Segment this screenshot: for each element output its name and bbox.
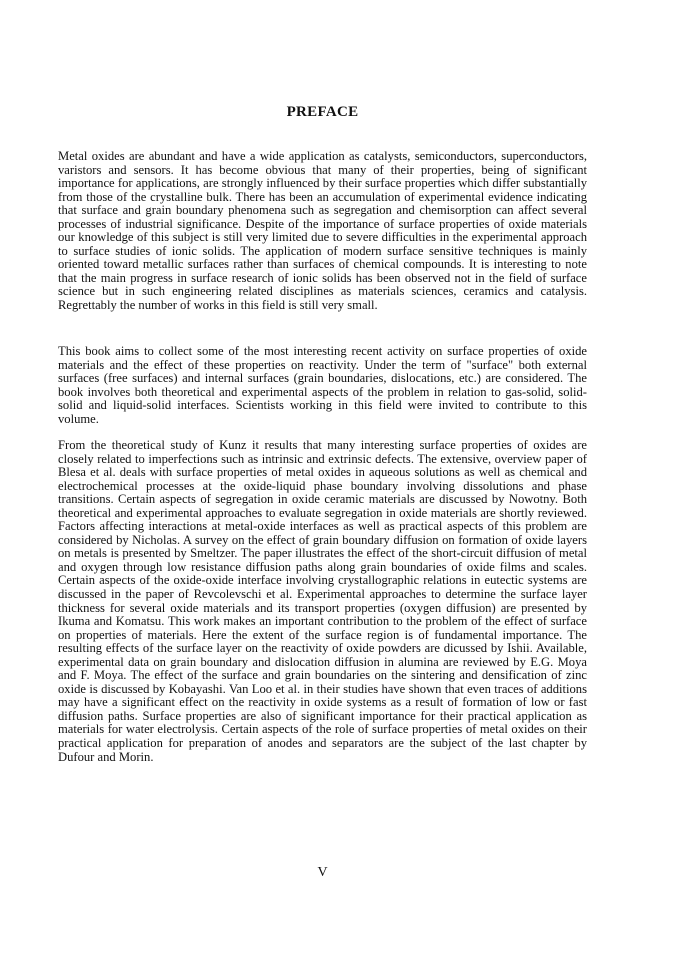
paragraph-3: From the theoretical study of Kunz it results that many interesting surface properties of oxides are closely related to imperfections such as intrinsic and extrinsic defects. The extensive, overview paper of Blesa et al. deals with surface properties of metal oxides in aqueous solutions as well as chemical and electrochemical processes at the oxide-liquid phase boundary involving dissolutions and phase transitions. Certain aspects of segregation in oxide ceramic materials are discussed by Nowotny. Both theoretical and experimental approaches to evaluate segregation in oxide materials are shortly reviewed. Factors affecting interactions at metal-oxide interfaces as well as practical aspects of this problem are considered by Nicholas. A survey on the effect of grain boundary diffusion on formation of oxide layers on metals is presented by Smeltzer. The paper illustrates the effect of the short-circuit diffusion of metal and oxygen through low resistance diffusion paths along grain boundaries of oxide films and scales. Certain aspects of the oxide-oxide interface involving crystallographic relations in eutectic systems are discussed in the paper of Revcolevschi et al. Experimental approaches to determine the surface layer thickness for several oxide materials and its transport properties (oxygen diffusion) are presented by Ikuma and Komatsu. This work makes an important contribution to the problem of the effect of surface on properties of materials. Here the extent of the surface region is of fundamental importance. The resulting effects of the surface layer on the reactivity of oxide powders are dicussed by Ishii. Available, experimental data on grain boundary and dislocation diffusion in alumina are reviewed by E.G. Moya and F. Moya. The effect of the surface and grain boundaries on the sintering and densification of zinc oxide is discussed by Kobayashi. Van Loo et al. in their studies have shown that even traces of additions may have a significant effect on the reactivity in oxide systems as a result of formation of low or fast diffusion paths. Surface properties are also of significant importance for their practical application as materials for water electrolysis. Certain aspects of the role of surface properties of metal oxides on their practical application for preparation of anodes and separators are the subject of the last chapter by Dufour and Morin. — [58, 438, 587, 764]
page-number: V — [317, 865, 328, 880]
paragraph-1: Metal oxides are abundant and have a wide application as catalysts, semiconductors, superconductors, varistors and sensors. It has become obvious that many of their properties, being of significant importance for applications, are strongly influenced by their surface properties which differ substantially from those of the crystalline bulk. There has been an accumulation of experimental evidence indicating that surface and grain boundary phenomena such as segregation and chemisorption can affect several processes of industrial significance. Despite of the importance of surface properties of oxide materials our knowledge of this subject is still very limited due to severe difficulties in the experimental approach to surface studies of ionic solids. The application of modern surface sensitive techniques is mainly oriented toward metallic surfaces rather than surfaces of chemical compounds. It is interesting to note that the main progress in surface research of ionic solids has been observed not in the field of surface science but in such engineering related disciplines as materials sciences, ceramics and catalysis. Regrettably the number of works in this field is still very small. — [58, 149, 587, 313]
paragraph-2: This book aims to collect some of the most interesting recent activity on surface properties of oxide materials and the effect of these properties on reactivity. Under the term of "surface" both external surfaces (free surfaces) and internal surfaces (grain boundaries, dislocations, etc.) are considered. The book involves both theoretical and experimental aspects of the problem in relation to gas-solid, solid-solid and liquid-solid interfaces. Scientists working in this field were invited to contribute to this volume. — [58, 344, 587, 426]
page-title: PREFACE — [286, 104, 359, 120]
